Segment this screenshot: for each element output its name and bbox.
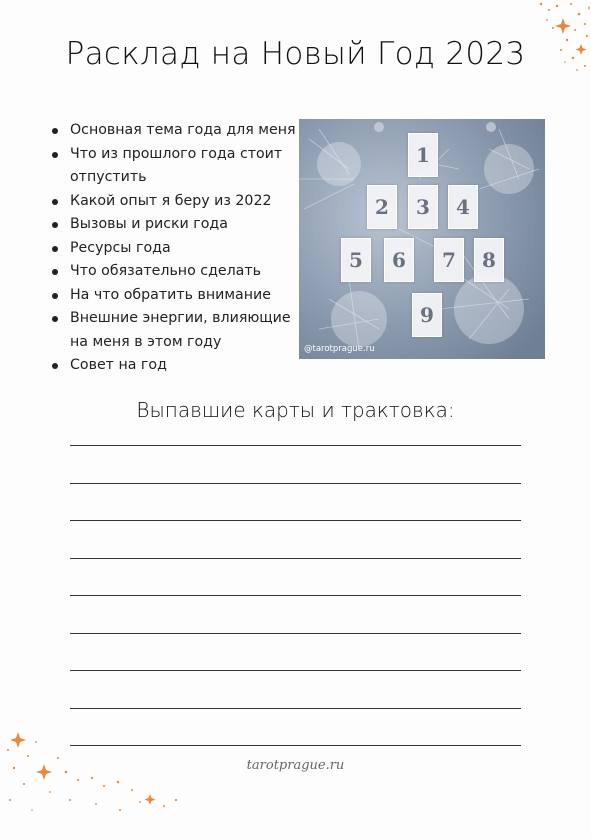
page-title: Расклад на Новый Год 2023 xyxy=(65,36,526,72)
writing-line xyxy=(70,708,521,709)
writing-line xyxy=(70,595,521,596)
writing-line xyxy=(70,445,521,446)
list-item: На что обратить внимание xyxy=(46,284,308,308)
sparkles-decoration-bottom xyxy=(0,720,190,830)
card-6: 6 xyxy=(384,238,414,282)
writing-line xyxy=(70,670,521,671)
card-7: 7 xyxy=(434,238,464,282)
card-1: 1 xyxy=(408,133,438,177)
writing-line xyxy=(70,520,521,521)
writing-line xyxy=(70,558,521,559)
list-item: Основная тема года для меня xyxy=(46,119,308,143)
card-2: 2 xyxy=(367,185,397,229)
card-5: 5 xyxy=(341,238,371,282)
list-item: Какой опыт я беру из 2022 xyxy=(46,190,308,214)
list-item: Что из прошлого года стоит отпустить xyxy=(46,143,308,190)
card-9: 9 xyxy=(412,293,442,337)
tarot-spread-image xyxy=(299,119,545,359)
writing-line xyxy=(70,483,521,484)
card-3: 3 xyxy=(408,185,438,229)
list-item: Что обязательно сделать xyxy=(46,260,308,284)
list-item: Совет на год xyxy=(46,354,308,378)
watermark: @tarotprague.ru xyxy=(304,344,375,354)
list-item: Вызовы и риски года xyxy=(46,213,308,237)
card-8: 8 xyxy=(474,238,504,282)
list-item: Ресурсы года xyxy=(46,237,308,261)
question-list xyxy=(46,119,308,378)
footer-site: tarotprague.ru xyxy=(246,758,345,773)
card-4: 4 xyxy=(448,185,478,229)
list-item: Внешние энергии, влияющие на меня в этом году xyxy=(46,307,308,354)
writing-line xyxy=(70,633,521,634)
section-heading: Выпавшие карты и трактовка: xyxy=(136,398,455,422)
